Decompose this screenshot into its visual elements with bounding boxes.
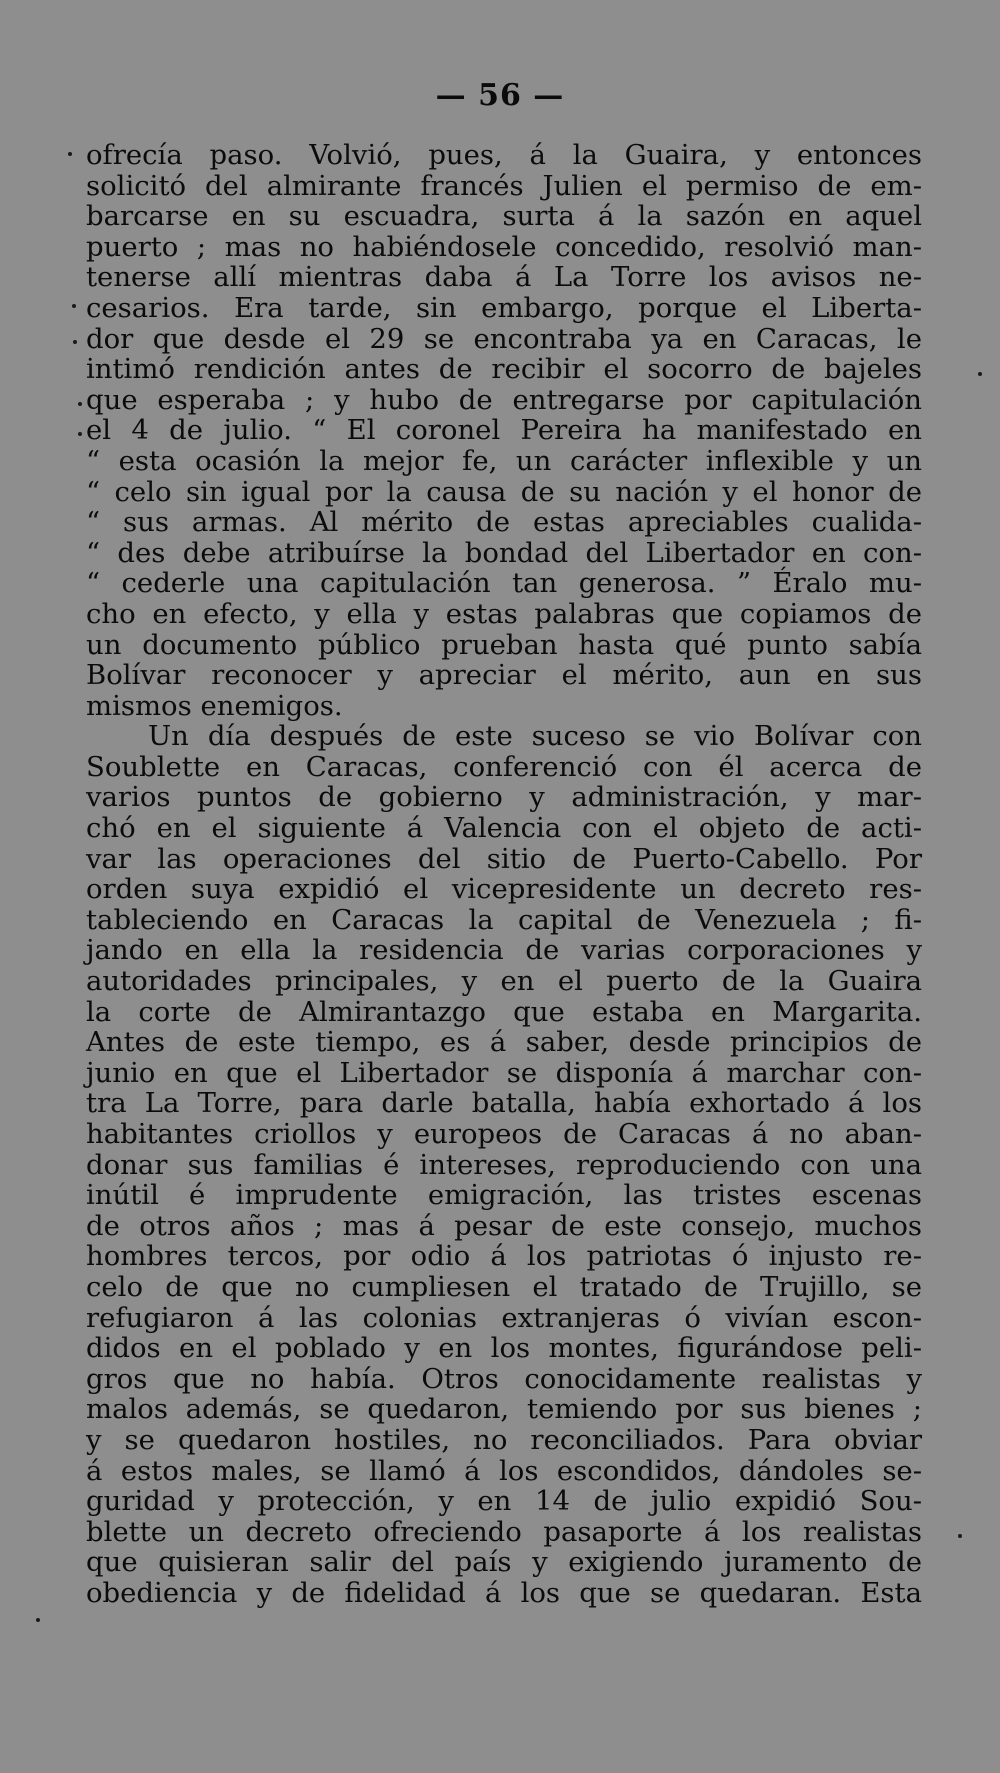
text-line: chó en el siguiente á Valencia con el objeto de acti- (86, 812, 922, 845)
scan-speck (36, 1618, 40, 1622)
text-line: malos además, se quedaron, temiendo por sus bienes ; (86, 1393, 922, 1426)
text-line: ofrecía paso. Volvió, pues, á la Guaira, y entonces (86, 139, 922, 171)
text-line: Soublette en Caracas, conferenció con él acerca de (86, 750, 922, 783)
text-line: solicitó del almirante francés Julien el permiso de em- (86, 169, 922, 202)
text-line: tableciendo en Caracas la capital de Venezuela ; fi- (86, 903, 922, 936)
text-line: intimó rendición antes de recibir el socorro de bajeles (86, 353, 922, 386)
text-line: de otros años ; mas á pesar de este consejo, muchos (86, 1209, 922, 1242)
text-line: “ cederle una capitulación tan generosa. ” Éralo mu- (86, 567, 922, 600)
text-line: “ celo sin igual por la causa de su nación y el honor de (86, 475, 922, 508)
scan-speck (73, 340, 77, 344)
text-line: y se quedaron hostiles, no reconciliados. Para obviar (86, 1423, 922, 1456)
text-line: inútil é imprudente emigración, las tristes escenas (86, 1179, 922, 1212)
text-line: obediencia y de fidelidad á los que se quedaran. Esta (86, 1576, 922, 1609)
text-line: var las operaciones del sitio de Puerto-Cabello. Por (86, 842, 922, 875)
text-line: que quisieran salir del país y exigiendo juramento de (86, 1546, 922, 1579)
scan-speck (72, 304, 76, 308)
text-line: Antes de este tiempo, es á saber, desde principios de (86, 1026, 922, 1059)
text-line: la corte de Almirantazgo que estaba en Margarita. (86, 995, 922, 1028)
text-line: dor que desde el 29 se encontraba ya en Caracas, le (86, 322, 922, 355)
text-line: mismos enemigos. (86, 689, 343, 722)
text-line: á estos males, se llamó á los escondidos, dándoles se- (86, 1454, 922, 1487)
scan-speck (78, 432, 82, 436)
body-text (86, 140, 922, 1609)
text-line: tra La Torre, para darle batalla, había exhortado á los (86, 1087, 922, 1120)
text-line: cesarios. Era tarde, sin embargo, porque el Liberta- (86, 291, 922, 324)
text-line: didos en el poblado y en los montes, figurándose peli- (86, 1332, 922, 1365)
text-line: junio en que el Libertador se disponía á marchar con- (86, 1056, 922, 1089)
scan-speck (978, 372, 982, 376)
scan-speck (68, 152, 72, 156)
text-line: habitantes criollos y europeos de Caracas á no aban- (86, 1118, 922, 1150)
text-line: tenerse allí mientras daba á La Torre los avisos ne- (86, 261, 922, 294)
text-line: que esperaba ; y hubo de entregarse por capitulación (86, 383, 922, 416)
text-line: autoridades principales, y en el puerto de la Guaira (86, 965, 922, 998)
scan-speck (958, 1534, 962, 1538)
text-line: blette un decreto ofreciendo pasaporte á los realistas (86, 1515, 922, 1548)
text-line: gros que no había. Otros conocidamente realistas y (86, 1362, 922, 1395)
text-line: “ esta ocasión la mejor fe, un carácter inflexible y un (86, 444, 922, 477)
text-line: guridad y protección, y en 14 de julio expidió Sou- (86, 1485, 922, 1518)
text-line: orden suya expidió el vicepresidente un decreto res- (86, 873, 922, 906)
text-line: barcarse en su escuadra, surta á la sazón en aquel (86, 200, 922, 233)
scan-speck (78, 402, 82, 406)
text-line: varios puntos de gobierno y administración, y mar- (86, 781, 922, 814)
text-line: Un día después de este suceso se vio Bolívar con (148, 720, 922, 753)
text-line: celo de que no cumpliesen el tratado de Trujillo, se (86, 1270, 922, 1303)
text-line: puerto ; mas no habiéndosele concedido, resolvió man- (86, 230, 922, 263)
text-line: donar sus familias é intereses, reproduciendo con una (86, 1148, 922, 1181)
text-line: un documento público prueban hasta qué punto sabía (86, 628, 922, 661)
text-line: hombres tercos, por odio á los patriotas ó injusto re- (86, 1240, 922, 1273)
text-line: “ sus armas. Al mérito de estas apreciables cualida- (86, 506, 922, 539)
text-line: refugiaron á las colonias extranjeras ó vivían escon- (86, 1301, 922, 1334)
page-number: — 56 — (435, 78, 565, 113)
text-line: “ des debe atribuírse la bondad del Libertador en con- (86, 536, 922, 569)
text-line: jando en ella la residencia de varias corporaciones y (86, 934, 922, 967)
text-line: Bolívar reconocer y apreciar el mérito, aun en sus (86, 659, 922, 692)
text-line: cho en efecto, y ella y estas palabras que copiamos de (86, 597, 922, 630)
text-line: el 4 de julio. “ El coronel Pereira ha manifestado en (86, 414, 922, 447)
